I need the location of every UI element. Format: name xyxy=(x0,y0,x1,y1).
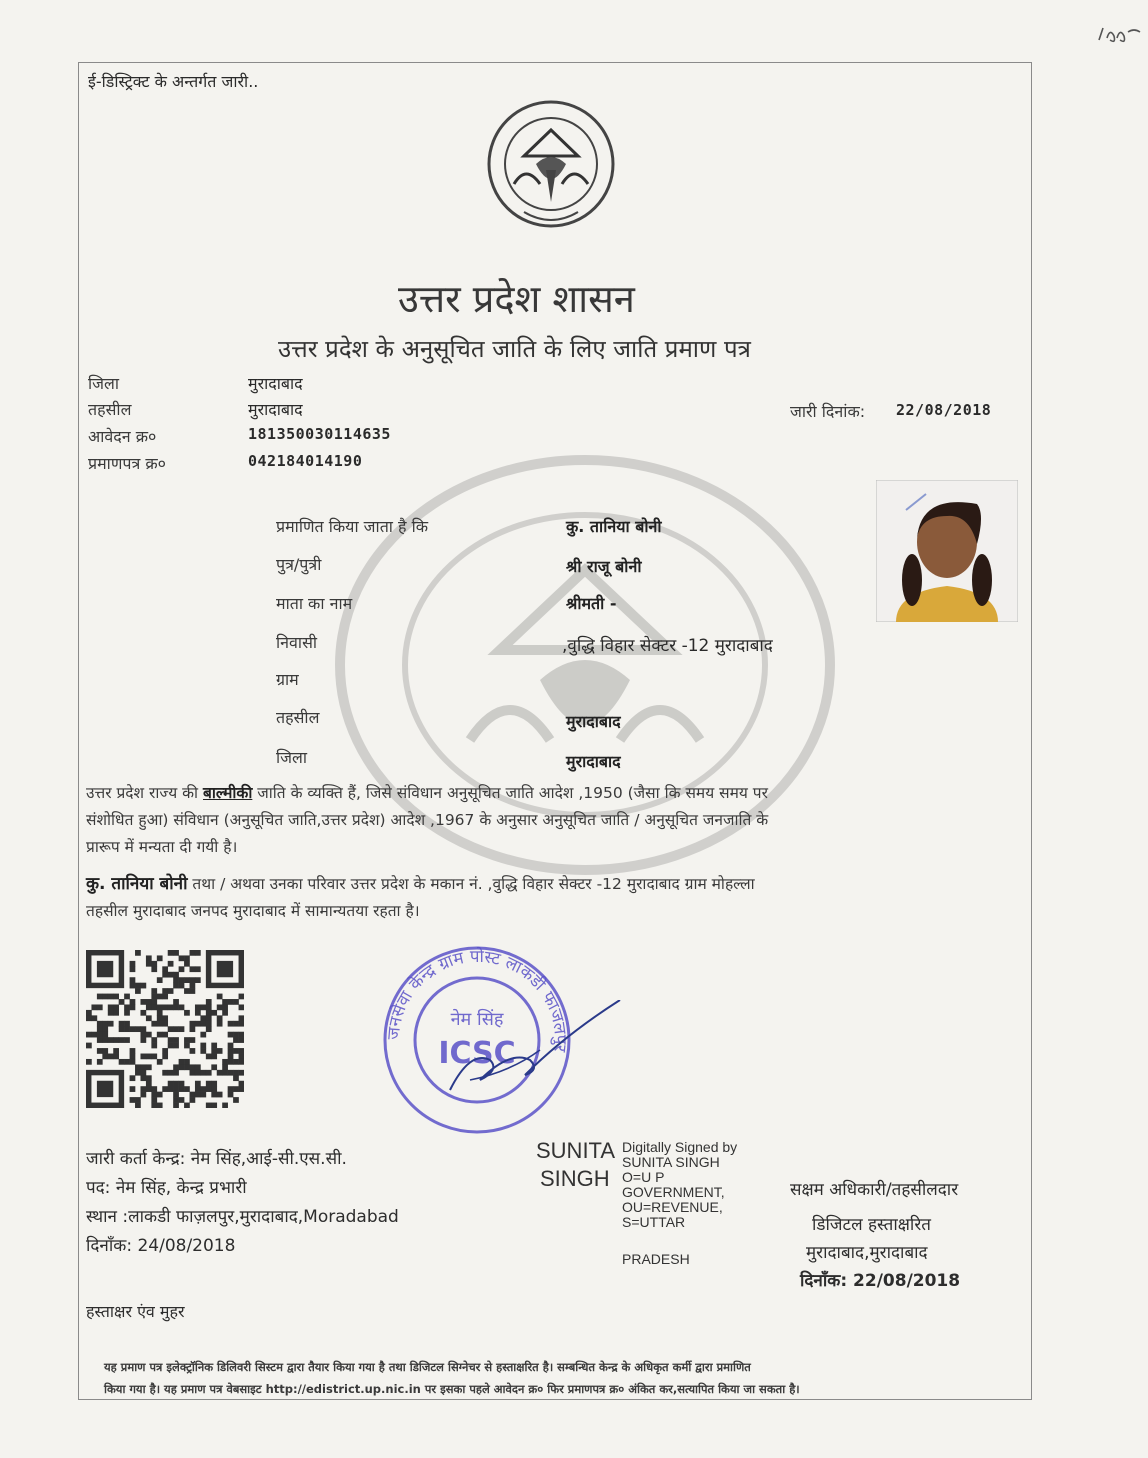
father-name-value: श्री राजू बोनी xyxy=(566,557,642,576)
child-of-label: पुत्र/पुत्री xyxy=(276,555,322,574)
dsig-line: GOVERNMENT, xyxy=(622,1184,725,1200)
dsig-last-line: PRADESH xyxy=(622,1251,690,1267)
stamp-center-code: ICSC xyxy=(438,1036,516,1071)
certificate-number-value: 042184014190 xyxy=(248,452,363,470)
up-government-emblem xyxy=(484,92,618,240)
issuing-center: जारी कर्ता केन्द्र: नेम सिंह,आई-सी.एस.सी. xyxy=(86,1149,347,1169)
officer-digital-signed: डिजिटल हस्ताक्षरित xyxy=(812,1215,931,1235)
village-label: ग्राम xyxy=(276,670,299,689)
stamp-center-name: नेम सिंह xyxy=(450,1009,504,1030)
detail-tehsil-value: मुरादाबाद xyxy=(566,712,621,731)
qr-code xyxy=(86,950,244,1108)
application-number-value: 181350030114635 xyxy=(248,425,391,443)
signer-name-line1: SUNITA xyxy=(536,1138,616,1163)
applicant-photo xyxy=(876,480,1018,622)
digital-signature-details xyxy=(622,1140,737,1230)
resident-value: ,वुद्धि विहार सेक्टर -12 मुरादाबाद xyxy=(562,636,773,656)
p1-intro: उत्तर प्रदेश राज्य की xyxy=(86,784,203,802)
detail-district-value: मुरादाबाद xyxy=(566,752,621,771)
p2-line1-rest: तथा / अथवा उनका परिवार उत्तर प्रदेश के मकान नं. ,वुद्धि विहार सेक्टर -12 मुरादाबाद ग्राम मोहल्ला xyxy=(187,875,755,893)
tehsil-label: तहसील xyxy=(88,400,132,419)
mother-name-label: माता का नाम xyxy=(276,594,353,613)
government-title: उत्तर प्रदेश शासन xyxy=(398,277,635,321)
signature-seal-label: हस्ताक्षर एंव मुहर xyxy=(86,1302,185,1321)
certificate-number-label: प्रमाणपत्र क्र० xyxy=(88,454,166,473)
p1-line3: प्रारूप में मन्यता दी गयी है। xyxy=(86,838,238,856)
district-value: मुरादाबाद xyxy=(248,374,303,393)
issuer-post: पद: नेम सिंह, केन्द्र प्रभारी xyxy=(86,1178,247,1198)
caste-statement-paragraph xyxy=(86,780,998,861)
tehsil-value: मुरादाबाद xyxy=(248,400,303,419)
issued-under-note: ई-डिस्ट्रिक्ट के अन्तर्गत जारी.. xyxy=(88,72,259,91)
dsig-line: O=U P xyxy=(622,1169,665,1185)
handwritten-signature xyxy=(440,1000,630,1100)
issuer-date: दिनाँक: 24/08/2018 xyxy=(86,1236,236,1256)
issue-date-value: 22/08/2018 xyxy=(896,401,992,419)
officer-title: सक्षम अधिकारी/तहसीलदार xyxy=(790,1180,959,1200)
certified-name-value: कु. तानिया बोनी xyxy=(566,517,662,536)
mother-name-value: श्रीमती - xyxy=(566,594,617,613)
dsig-line: S=UTTAR xyxy=(622,1214,686,1230)
p2-line2: तहसील मुरादाबाद जनपद मुरादाबाद में सामान्यतया रहता है। xyxy=(86,902,420,920)
p2-name: कु. तानिया बोनी xyxy=(86,874,188,894)
caste-name: बाल्मीकी xyxy=(202,784,253,802)
detail-tehsil-label: तहसील xyxy=(276,708,320,727)
resident-label: निवासी xyxy=(276,633,318,652)
certificate-title: उत्तर प्रदेश के अनुसूचित जाति के लिए जाति प्रमाण पत्र xyxy=(278,335,751,363)
dsig-line: SUNITA SINGH xyxy=(622,1154,720,1170)
signer-name-line2: SINGH xyxy=(540,1166,610,1191)
stamp-ring-text: जनसेवा केन्द्र ग्राम पोस्ट लाकडी फाजलपुर xyxy=(383,946,571,1053)
residence-statement-paragraph xyxy=(86,871,998,925)
issuer-place: स्थान :लाकडी फाज़लपुर,मुरादाबाद,Moradabad xyxy=(86,1207,399,1227)
p1-line2: संशोधित हुआ) संविधान (अनुसूचित जाति,उत्तर प्रदेश) आदेश ,1967 के अनुसार अनुसूचित जाति / अनुसूचित जनजाति के xyxy=(86,811,769,829)
dsig-line: Digitally Signed by xyxy=(622,1139,738,1155)
p1-line1-rest: जाति के व्यक्ति हैं, जिसे संविधान अनुसूचित जाति आदेश ,1950 (जैसा कि समय समय पर xyxy=(252,784,768,802)
footer-note-line2: किया गया है। यह प्रमाण पत्र वेबसाइट http://edistrict.up.nic.in पर इसका पहले आवेदन क्र० फिर प्रमाणपत्र क्र० अंकित कर,सत्यापित किया जा सकता है। xyxy=(104,1382,800,1396)
application-number-label: आवेदन क्र० xyxy=(88,427,157,446)
handwritten-corner-note xyxy=(1095,22,1145,46)
issue-date-label: जारी दिनांक: xyxy=(790,402,866,421)
officer-location: मुरादाबाद,मुरादाबाद xyxy=(806,1243,928,1263)
officer-date: दिनाँक: 22/08/2018 xyxy=(800,1271,961,1291)
district-label: जिला xyxy=(88,374,120,393)
certified-label: प्रमाणित किया जाता है कि xyxy=(276,517,429,536)
dsig-line: OU=REVENUE, xyxy=(622,1199,723,1215)
footer-note-line1: यह प्रमाण पत्र इलेक्ट्रॉनिक डिलिवरी सिस्टम द्वारा तैयार किया गया है तथा डिजिटल सिग्नेचर से हस्ताक्षरित है। सम्बन्धित केन्द्र के अधिकृत कर्मी द्वारा प्रमाणित xyxy=(104,1360,751,1374)
detail-district-label: जिला xyxy=(276,748,308,767)
